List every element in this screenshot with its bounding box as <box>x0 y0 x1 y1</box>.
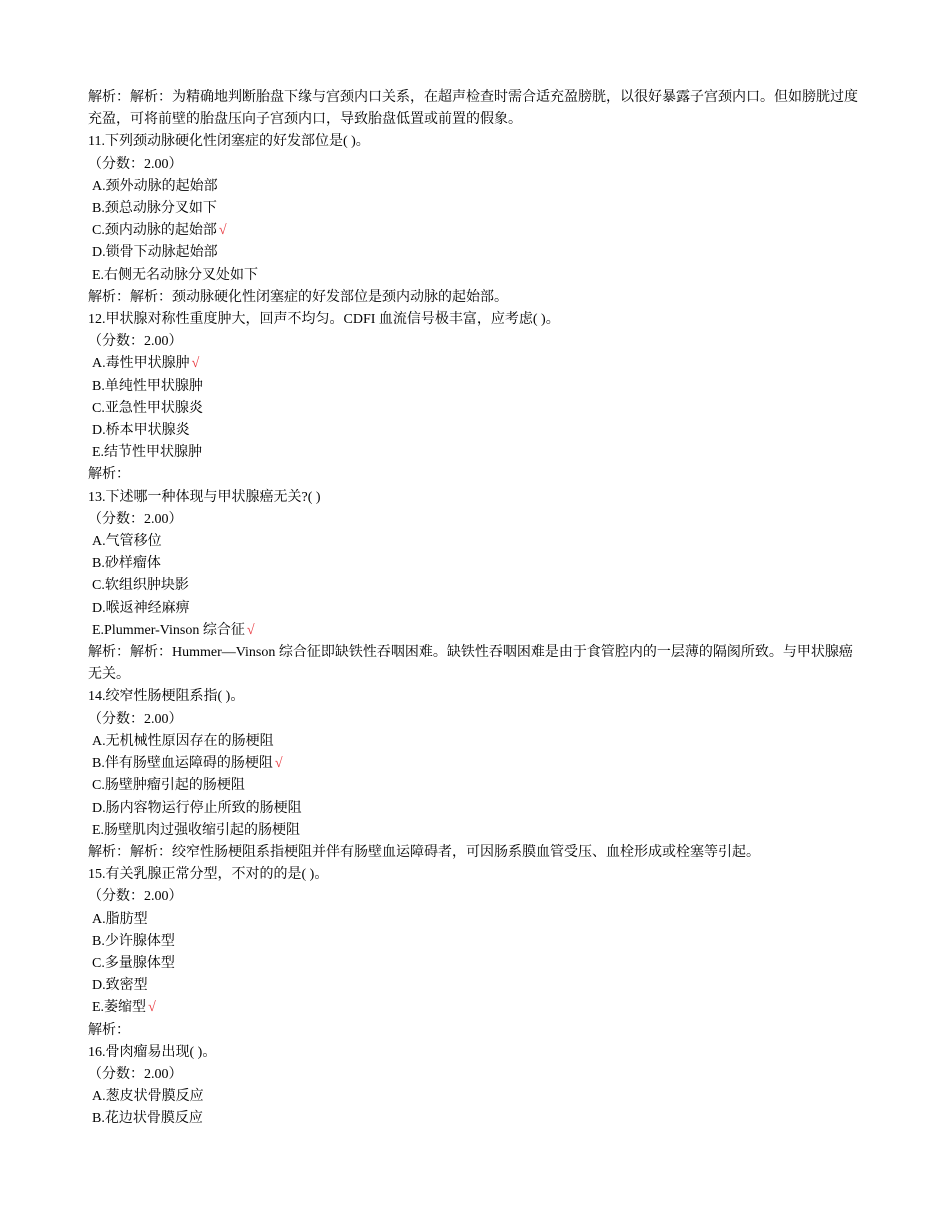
option-label: A.葱皮状骨膜反应 <box>92 1089 204 1105</box>
correct-check-icon: √ <box>246 622 255 638</box>
option-item <box>88 420 860 442</box>
question-stem: 13.下述哪一种体现与甲状腺癌无关?( ) <box>88 489 321 505</box>
question-block <box>88 487 860 687</box>
option-item <box>88 553 860 575</box>
question-stem: 12.甲状腺对称性重度肿大，回声不均匀。CDFI 血流信号极丰富，应考虑( )。 <box>88 312 560 328</box>
document-page <box>88 87 860 1131</box>
question-stem: 14.绞窄性肠梗阻系指( )。 <box>88 689 245 705</box>
option-item <box>88 265 860 287</box>
option-item <box>88 820 860 842</box>
option-item <box>88 931 860 953</box>
option-item <box>88 575 860 597</box>
option-label: D.致密型 <box>92 978 148 994</box>
option-item <box>88 975 860 997</box>
question-score: （分数：2.00） <box>88 889 183 905</box>
question-stem: 16.骨肉瘤易出现( )。 <box>88 1044 217 1060</box>
option-item <box>88 598 860 620</box>
option-label: D.锁骨下动脉起始部 <box>92 245 218 261</box>
question-block <box>88 686 860 864</box>
question-stem: 11.下列颈动脉硬化性闭塞症的好发部位是( )。 <box>88 134 370 150</box>
explanation-text: 解析： <box>88 467 130 483</box>
correct-check-icon: √ <box>218 223 227 239</box>
option-label: B.颈总动脉分叉如下 <box>92 201 217 217</box>
explanation-text: 解析：解析：颈动脉硬化性闭塞症的好发部位是颈内动脉的起始部。 <box>88 289 508 305</box>
option-label: A.无机械性原因存在的肠梗阻 <box>92 733 274 749</box>
explanation-text: 解析：解析：为精确地判断胎盘下缘与宫颈内口关系，在超声检查时需合适充盈膀胱，以很好暴露子宫颈内口。但如膀胱过度充盈，可将前壁的胎盘压向子宫颈内口，导致胎盘低置或前置的假象。 <box>88 90 858 128</box>
question-score: （分数：2.00） <box>88 156 183 172</box>
option-item <box>88 442 860 464</box>
question-stem: 15.有关乳腺正常分型，不对的的是( )。 <box>88 867 329 883</box>
question-block <box>88 131 860 309</box>
option-label: E.右侧无名动脉分叉处如下 <box>92 267 259 283</box>
option-item <box>88 731 860 753</box>
option-item <box>88 376 860 398</box>
question-block <box>88 309 860 487</box>
option-item <box>88 775 860 797</box>
option-label: E.肠壁肌肉过强收缩引起的肠梗阻 <box>92 822 301 838</box>
option-item <box>88 997 860 1019</box>
option-label: A.脂肪型 <box>92 911 148 927</box>
explanation-text: 解析：解析：Hummer—Vinson 综合征即缺铁性吞咽困难。缺铁性吞咽困难是由于食管腔内的一层薄的隔阂所致。与甲状腺癌无关。 <box>88 645 853 683</box>
option-label: B.单纯性甲状腺肿 <box>92 378 203 394</box>
option-item <box>88 909 860 931</box>
option-item <box>88 953 860 975</box>
question-score: （分数：2.00） <box>88 511 183 527</box>
option-item <box>88 398 860 420</box>
option-item <box>88 620 860 642</box>
question-block <box>88 1042 860 1131</box>
option-item <box>88 1108 860 1130</box>
option-item <box>88 353 860 375</box>
option-item <box>88 220 860 242</box>
explanation-text: 解析： <box>88 1022 130 1038</box>
option-label: D.桥本甲状腺炎 <box>92 423 190 439</box>
option-label: D.肠内容物运行停止所致的肠梗阻 <box>92 800 302 816</box>
option-item <box>88 531 860 553</box>
option-label: B.砂样瘤体 <box>92 556 161 572</box>
option-label: C.颈内动脉的起始部 <box>92 223 217 239</box>
correct-check-icon: √ <box>148 1000 156 1016</box>
option-label: D.喉返神经麻痹 <box>92 600 190 616</box>
option-label: C.亚急性甲状腺炎 <box>92 400 203 416</box>
option-label: E.Plummer-Vinson 综合征 <box>92 622 245 638</box>
option-item <box>88 1086 860 1108</box>
option-item <box>88 198 860 220</box>
option-label: E.结节性甲状腺肿 <box>92 445 203 461</box>
question-block <box>88 864 860 1042</box>
option-label: A.颈外动脉的起始部 <box>92 178 218 194</box>
question-score: （分数：2.00） <box>88 711 183 727</box>
option-label: B.花边状骨膜反应 <box>92 1111 203 1127</box>
option-label: B.少许腺体型 <box>92 933 175 949</box>
option-item <box>88 242 860 264</box>
option-label: C.肠壁肿瘤引起的肠梗阻 <box>92 778 245 794</box>
option-item <box>88 176 860 198</box>
correct-check-icon: √ <box>191 356 200 372</box>
question-score: （分数：2.00） <box>88 1066 183 1082</box>
option-label: C.多量腺体型 <box>92 955 175 971</box>
correct-check-icon: √ <box>274 756 283 772</box>
option-label: A.毒性甲状腺肿 <box>92 356 190 372</box>
option-label: E.萎缩型 <box>92 1000 147 1016</box>
option-label: B.伴有肠壁血运障碍的肠梗阻 <box>92 756 273 772</box>
option-item <box>88 753 860 775</box>
option-label: C.软组织肿块影 <box>92 578 189 594</box>
option-label: A.气管移位 <box>92 534 162 550</box>
explanation-text: 解析：解析：绞窄性肠梗阻系指梗阻并伴有肠壁血运障碍者，可因肠系膜血管受压、血栓形成或栓塞等引起。 <box>88 844 760 860</box>
question-score: （分数：2.00） <box>88 334 183 350</box>
option-item <box>88 798 860 820</box>
